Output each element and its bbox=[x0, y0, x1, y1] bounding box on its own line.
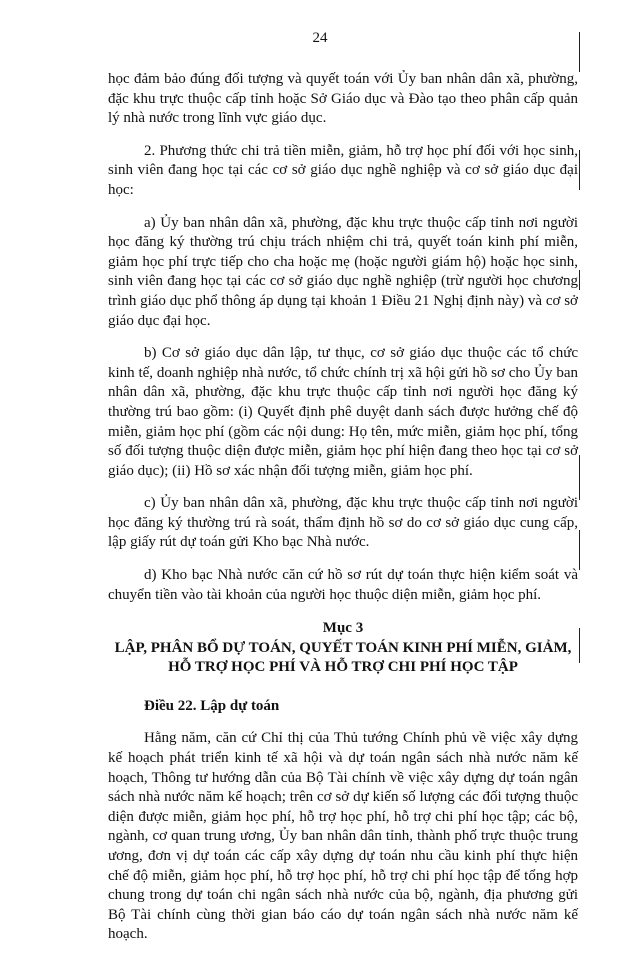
scan-line-mark bbox=[579, 628, 580, 663]
paragraph: d) Kho bạc Nhà nước căn cứ hồ sơ rút dự toán thực hiện kiểm soát và chuyển tiền vào tài khoản của người học thuộc diện miễn, giảm học phí. bbox=[108, 567, 578, 603]
scan-line-mark bbox=[579, 32, 580, 72]
scan-line-mark bbox=[579, 530, 580, 570]
scan-line-mark bbox=[579, 455, 580, 500]
scan-line-mark bbox=[579, 270, 580, 290]
section-title: LẬP, PHÂN BỔ DỰ TOÁN, QUYẾT TOÁN KINH PHÍ MIỄN, GIẢM, HỖ TRỢ HỌC PHÍ VÀ HỖ TRỢ CHI PHÍ HỌC TẬP bbox=[114, 639, 572, 675]
page-number: 24 bbox=[312, 30, 328, 46]
section-label: Mục 3 bbox=[322, 620, 364, 637]
paragraph: a) Ủy ban nhân dân xã, phường, đặc khu trực thuộc cấp tỉnh nơi người học đăng ký thường trú chịu trách nhiệm chi trả, quyết toán kinh phí miễn, giảm học phí trực tiếp cho cha hoặc mẹ (hoặc người giám hộ) hoặc học sinh, sinh viên đang học tại các cơ sở giáo dục nghề nghiệp (trừ người học chương trình giáo dục phổ thông áp dụng tại khoản 1 Điều 21 Nghị định này) và cơ sở giáo dục đại học. bbox=[108, 214, 578, 329]
article-body: Hằng năm, căn cứ Chỉ thị của Thủ tướng Chính phủ về việc xây dựng kế hoạch phát triển kinh tế xã hội và dự toán ngân sách nhà nước năm kế hoạch, Thông tư hướng dẫn của Bộ Tài chính về việc xây dựng dự toán ngân sách nhà nước năm kế hoạch; trên cơ sở dự kiến số lượng các đối tượng thuộc diện được miễn, giảm học phí, hỗ trợ học phí, hỗ trợ chi phí học tập; các bộ, ngành, cơ quan trung ương, Ủy ban nhân dân tỉnh, thành phố trực thuộc trung ương, đơn vị dự toán các cấp xây dựng dự toán nhu cầu kinh phí thực hiện chế độ miễn, giảm học phí, hỗ trợ học phí, hỗ trợ chi phí học tập để tổng hợp chung trong dự toán chi ngân sách nhà nước của bộ, ngành, địa phương gửi Bộ Tài chính cùng thời gian báo cáo dự toán ngân sách nhà nước năm kế hoạch. bbox=[108, 730, 578, 943]
scan-line-mark bbox=[579, 150, 580, 190]
document-body bbox=[108, 70, 578, 958]
section-heading bbox=[108, 619, 578, 677]
paragraph: 2. Phương thức chi trả tiền miễn, giảm, hỗ trợ học phí đối với học sinh, sinh viên đang học tại các cơ sở giáo dục nghề nghiệp và cơ sở giáo dục đại học: bbox=[108, 142, 578, 198]
article-title: Điều 22. Lập dự toán bbox=[144, 697, 280, 714]
paragraph: c) Ủy ban nhân dân xã, phường, đặc khu trực thuộc cấp tỉnh nơi người học đăng ký thường trú rà soát, thẩm định hồ sơ do cơ sở giáo dục cung cấp, lập giấy rút dự toán gửi Kho bạc Nhà nước. bbox=[108, 495, 578, 551]
paragraph: b) Cơ sở giáo dục dân lập, tư thục, cơ sở giáo dục thuộc các tổ chức kinh tế, doanh nghiệp nhà nước, tổ chức chính trị xã hội gửi hồ sơ cho Ủy ban nhân dân xã, phường, đặc khu trực thuộc cấp tỉnh nơi người học đăng ký thường trú bao gồm: (i) Quyết định phê duyệt danh sách được hưởng chế độ miễn, giảm học phí (gồm các nội dung: Họ tên, mức miễn, giảm học phí, tổng số đối tượng thuộc diện được miễn, giảm học phí hiện đang theo học tại cơ sở giáo dục); (ii) Hồ sơ xác nhận đối tượng miễn, giảm học phí. bbox=[108, 345, 578, 479]
paragraph: học đảm bảo đúng đối tượng và quyết toán với Ủy ban nhân dân xã, phường, đặc khu trực thuộc cấp tỉnh hoặc Sở Giáo dục và Đào tạo theo phân cấp quản lý nhà nước trong lĩnh vực giáo dục. bbox=[108, 71, 578, 127]
